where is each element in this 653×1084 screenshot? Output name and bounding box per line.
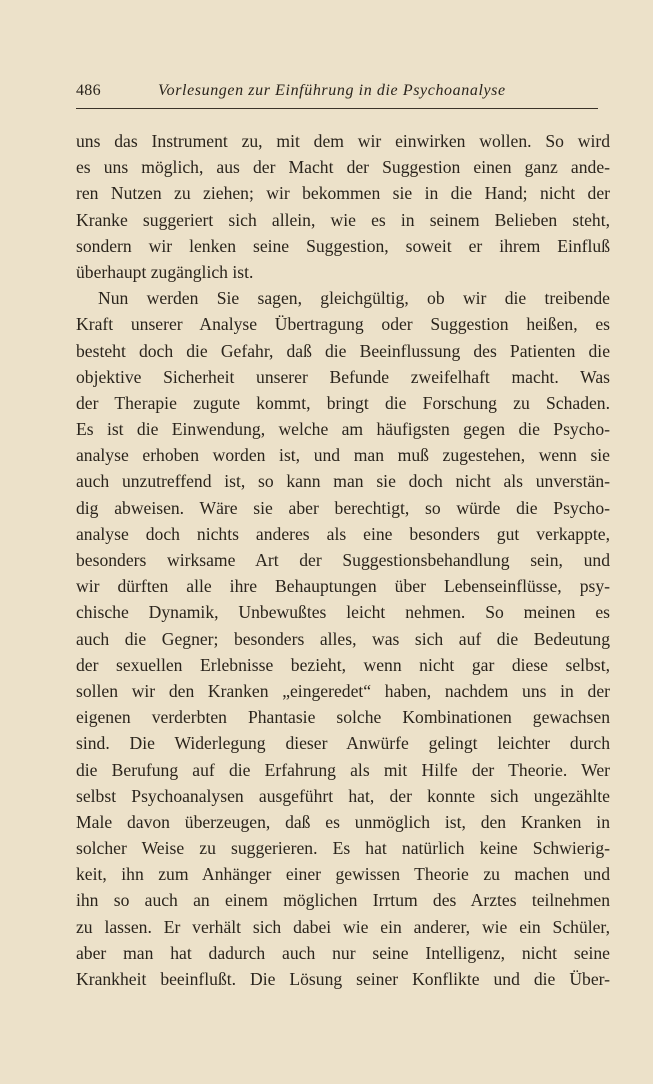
text-line: sondern wir lenken seine Suggestion, soweit er ihrem Einfluß [76,235,610,256]
text-line: sollen wir den Kranken „eingeredet“ haben, nachdem uns in der [76,680,610,701]
text-line: überhaupt zugänglich ist. [76,261,254,282]
text-line: die Berufung auf die Erfahrung als mit Hilfe der Theorie. Wer [76,759,610,780]
running-head: Vorlesungen zur Einführung in die Psychoanalyse [158,82,506,99]
text-line: Krankheit beeinflußt. Die Lösung seiner Konflikte und die Über- [76,969,610,989]
text-line: besteht doch die Gefahr, daß die Beeinflussung des Patienten die [76,340,610,361]
text-line: es uns möglich, aus der Macht der Suggestion einen ganz ande- [76,157,610,178]
page-number: 486 [76,82,101,99]
text-line: auch die Gegner; besonders alles, was sich auf die Bedeutung [76,628,610,649]
text-line: solcher Weise zu suggerieren. Es hat natürlich keine Schwierig- [76,838,610,859]
text-line: der sexuellen Erlebnisse bezieht, wenn nicht gar diese selbst, [76,654,610,675]
text-line: chische Dynamik, Unbewußtes leicht nehmen. So meinen es [76,602,610,623]
text-line: analyse erhoben worden ist, und man muß zugestehen, wenn sie [76,445,610,466]
text-line: Nun werden Sie sagen, gleichgültig, ob wir die treibende [98,288,610,309]
text-line: Es ist die Einwendung, welche am häufigsten gegen die Psycho- [76,419,610,440]
page-header [76,80,598,106]
text-line: ren Nutzen zu ziehen; wir bekommen sie in die Hand; nicht der [76,183,610,204]
text-line: aber man hat dadurch auch nur seine Intelligenz, nicht seine [76,942,610,963]
text-line: der Therapie zugute kommt, bringt die Forschung zu Schaden. [76,392,610,413]
text-line: eigenen verderbten Phantasie solche Kombinationen gewachsen [76,707,610,728]
text-line: wir dürften alle ihre Behauptungen über Lebenseinflüsse, psy- [76,576,610,597]
text-line: Kranke suggeriert sich allein, wie es in seinem Belieben steht, [76,209,610,230]
text-line: ihn so auch an einem möglichen Irrtum des Arztes teilnehmen [76,890,610,911]
text-line: dig abweisen. Wäre sie aber berechtigt, so würde die Psycho- [76,497,610,518]
text-line: Kraft unserer Analyse Übertragung oder Suggestion heißen, es [76,314,610,335]
text-line: zu lassen. Er verhält sich dabei wie ein anderer, wie ein Schüler, [76,916,610,937]
text-line: sind. Die Widerlegung dieser Anwürfe gelingt leichter durch [76,733,610,754]
text-line: Male davon überzeugen, daß es unmöglich ist, den Kranken in [76,811,610,832]
text-line: objektive Sicherheit unserer Befunde zweifelhaft macht. Was [76,366,610,387]
body-text [76,128,610,992]
header-rule [76,108,598,109]
text-line: keit, ihn zum Anhänger einer gewissen Theorie zu machen und [76,864,610,885]
text-line: uns das Instrument zu, mit dem wir einwirken wollen. So wird [76,131,610,151]
text-line: besonders wirksame Art der Suggestionsbehandlung sein, und [76,550,610,570]
text-line: analyse doch nichts anderes als eine besonders gut verkappte, [76,523,610,544]
text-line: selbst Psychoanalysen ausgeführt hat, der konnte sich ungezählte [76,785,610,806]
text-line: auch unzutreffend ist, so kann man sie doch nicht als unverstän- [76,471,610,492]
